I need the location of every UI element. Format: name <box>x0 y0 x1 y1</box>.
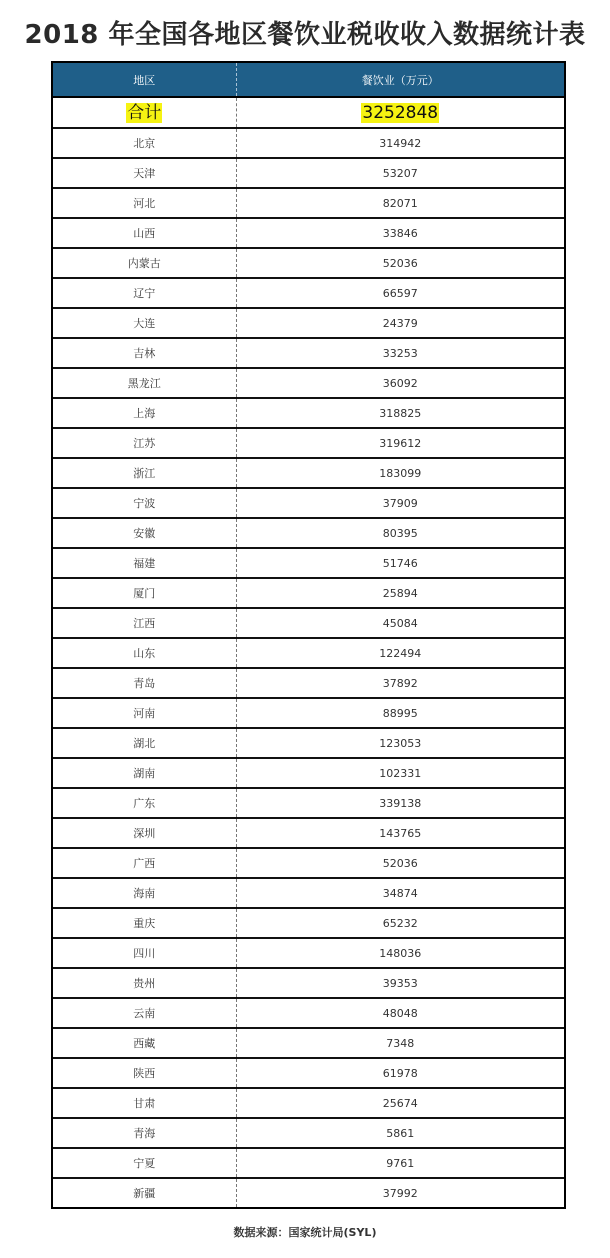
value-cell: 33253 <box>236 338 564 368</box>
region-cell: 北京 <box>53 128 236 158</box>
data-table <box>53 63 564 1207</box>
region-cell: 甘肃 <box>53 1088 236 1118</box>
value-cell: 39353 <box>236 968 564 998</box>
value-cell: 34874 <box>236 878 564 908</box>
region-cell: 厦门 <box>53 578 236 608</box>
table-row <box>53 578 564 608</box>
value-cell: 52036 <box>236 848 564 878</box>
table-row <box>53 938 564 968</box>
table-row <box>53 338 564 368</box>
value-cell: 61978 <box>236 1058 564 1088</box>
total-label: 合计 <box>127 102 162 123</box>
value-cell: 52036 <box>236 248 564 278</box>
value-cell: 45084 <box>236 608 564 638</box>
value-cell: 183099 <box>236 458 564 488</box>
table-row <box>53 638 564 668</box>
table-row <box>53 608 564 638</box>
region-cell: 青岛 <box>53 668 236 698</box>
region-cell: 江苏 <box>53 428 236 458</box>
value-cell: 36092 <box>236 368 564 398</box>
table-row <box>53 668 564 698</box>
region-cell: 新疆 <box>53 1178 236 1207</box>
value-cell: 48048 <box>236 998 564 1028</box>
region-cell: 四川 <box>53 938 236 968</box>
table-row <box>53 158 564 188</box>
region-cell: 宁夏 <box>53 1148 236 1178</box>
value-cell: 319612 <box>236 428 564 458</box>
region-cell: 广东 <box>53 788 236 818</box>
column-header-region: 地区 <box>53 63 236 97</box>
region-cell: 河北 <box>53 188 236 218</box>
region-cell: 黑龙江 <box>53 368 236 398</box>
value-cell: 51746 <box>236 548 564 578</box>
value-cell: 339138 <box>236 788 564 818</box>
table-row <box>53 548 564 578</box>
value-cell: 143765 <box>236 818 564 848</box>
table-row <box>53 278 564 308</box>
table-row <box>53 1148 564 1178</box>
value-cell: 5861 <box>236 1118 564 1148</box>
region-cell: 海南 <box>53 878 236 908</box>
value-cell: 65232 <box>236 908 564 938</box>
value-cell: 82071 <box>236 188 564 218</box>
table-row <box>53 878 564 908</box>
region-cell: 浙江 <box>53 458 236 488</box>
total-value: 3252848 <box>362 102 439 123</box>
region-cell: 天津 <box>53 158 236 188</box>
column-header-value: 餐饮业（万元） <box>236 63 564 97</box>
table-row <box>53 188 564 218</box>
table-row <box>53 368 564 398</box>
table-row <box>53 1028 564 1058</box>
value-cell: 7348 <box>236 1028 564 1058</box>
total-row <box>53 97 564 128</box>
value-cell: 88995 <box>236 698 564 728</box>
table-row <box>53 998 564 1028</box>
table-row <box>53 1058 564 1088</box>
value-cell: 9761 <box>236 1148 564 1178</box>
value-cell: 122494 <box>236 638 564 668</box>
value-cell: 148036 <box>236 938 564 968</box>
value-cell: 37992 <box>382 1186 418 1200</box>
value-cell: 318825 <box>236 398 564 428</box>
region-cell: 湖北 <box>53 728 236 758</box>
value-cell: 37909 <box>236 488 564 518</box>
region-cell: 上海 <box>53 398 236 428</box>
table-row <box>53 968 564 998</box>
region-cell: 江西 <box>53 608 236 638</box>
table-row <box>53 1178 564 1207</box>
region-cell: 云南 <box>53 998 236 1028</box>
region-cell: 贵州 <box>53 968 236 998</box>
region-cell: 山东 <box>53 638 236 668</box>
region-cell: 广西 <box>53 848 236 878</box>
data-source-note: 数据来源：国家统计局(SYL) <box>233 1226 377 1239</box>
region-cell: 河南 <box>53 698 236 728</box>
region-cell: 山西 <box>53 218 236 248</box>
value-cell: 66597 <box>236 278 564 308</box>
value-cell: 33846 <box>236 218 564 248</box>
table-row <box>53 728 564 758</box>
region-cell: 陕西 <box>53 1058 236 1088</box>
table-row <box>53 1088 564 1118</box>
region-cell: 重庆 <box>53 908 236 938</box>
region-cell: 安徽 <box>53 518 236 548</box>
region-cell: 深圳 <box>53 818 236 848</box>
table-row <box>53 1118 564 1148</box>
region-cell: 青海 <box>53 1118 236 1148</box>
value-cell: 24379 <box>236 308 564 338</box>
value-cell: 53207 <box>236 158 564 188</box>
region-cell: 福建 <box>53 548 236 578</box>
page-title: 2018 年全国各地区餐饮业税收收入数据统计表 <box>24 20 586 50</box>
table-row <box>53 248 564 278</box>
table-row <box>53 908 564 938</box>
value-cell: 25674 <box>236 1088 564 1118</box>
table-row <box>53 308 564 338</box>
table-row <box>53 398 564 428</box>
table-row <box>53 128 564 158</box>
table-row <box>53 218 564 248</box>
table-row <box>53 518 564 548</box>
region-cell: 内蒙古 <box>53 248 236 278</box>
region-cell: 大连 <box>53 308 236 338</box>
table-row <box>53 788 564 818</box>
tax-revenue-table <box>51 61 566 1209</box>
table-row <box>53 758 564 788</box>
value-cell: 102331 <box>236 758 564 788</box>
table-row <box>53 848 564 878</box>
region-cell: 吉林 <box>53 338 236 368</box>
total-label-cell <box>53 97 236 128</box>
table-row <box>53 428 564 458</box>
region-cell: 辽宁 <box>53 278 236 308</box>
region-cell: 湖南 <box>53 758 236 788</box>
table-row <box>53 488 564 518</box>
value-cell: 37892 <box>236 668 564 698</box>
table-row <box>53 818 564 848</box>
region-cell: 宁波 <box>53 488 236 518</box>
value-cell: 80395 <box>236 518 564 548</box>
table-header-row <box>53 63 564 97</box>
value-cell: 314942 <box>236 128 564 158</box>
table-row <box>53 458 564 488</box>
total-value-cell <box>236 97 564 128</box>
table-row <box>53 698 564 728</box>
region-cell: 西藏 <box>53 1028 236 1058</box>
value-cell: 25894 <box>236 578 564 608</box>
value-cell: 123053 <box>236 728 564 758</box>
